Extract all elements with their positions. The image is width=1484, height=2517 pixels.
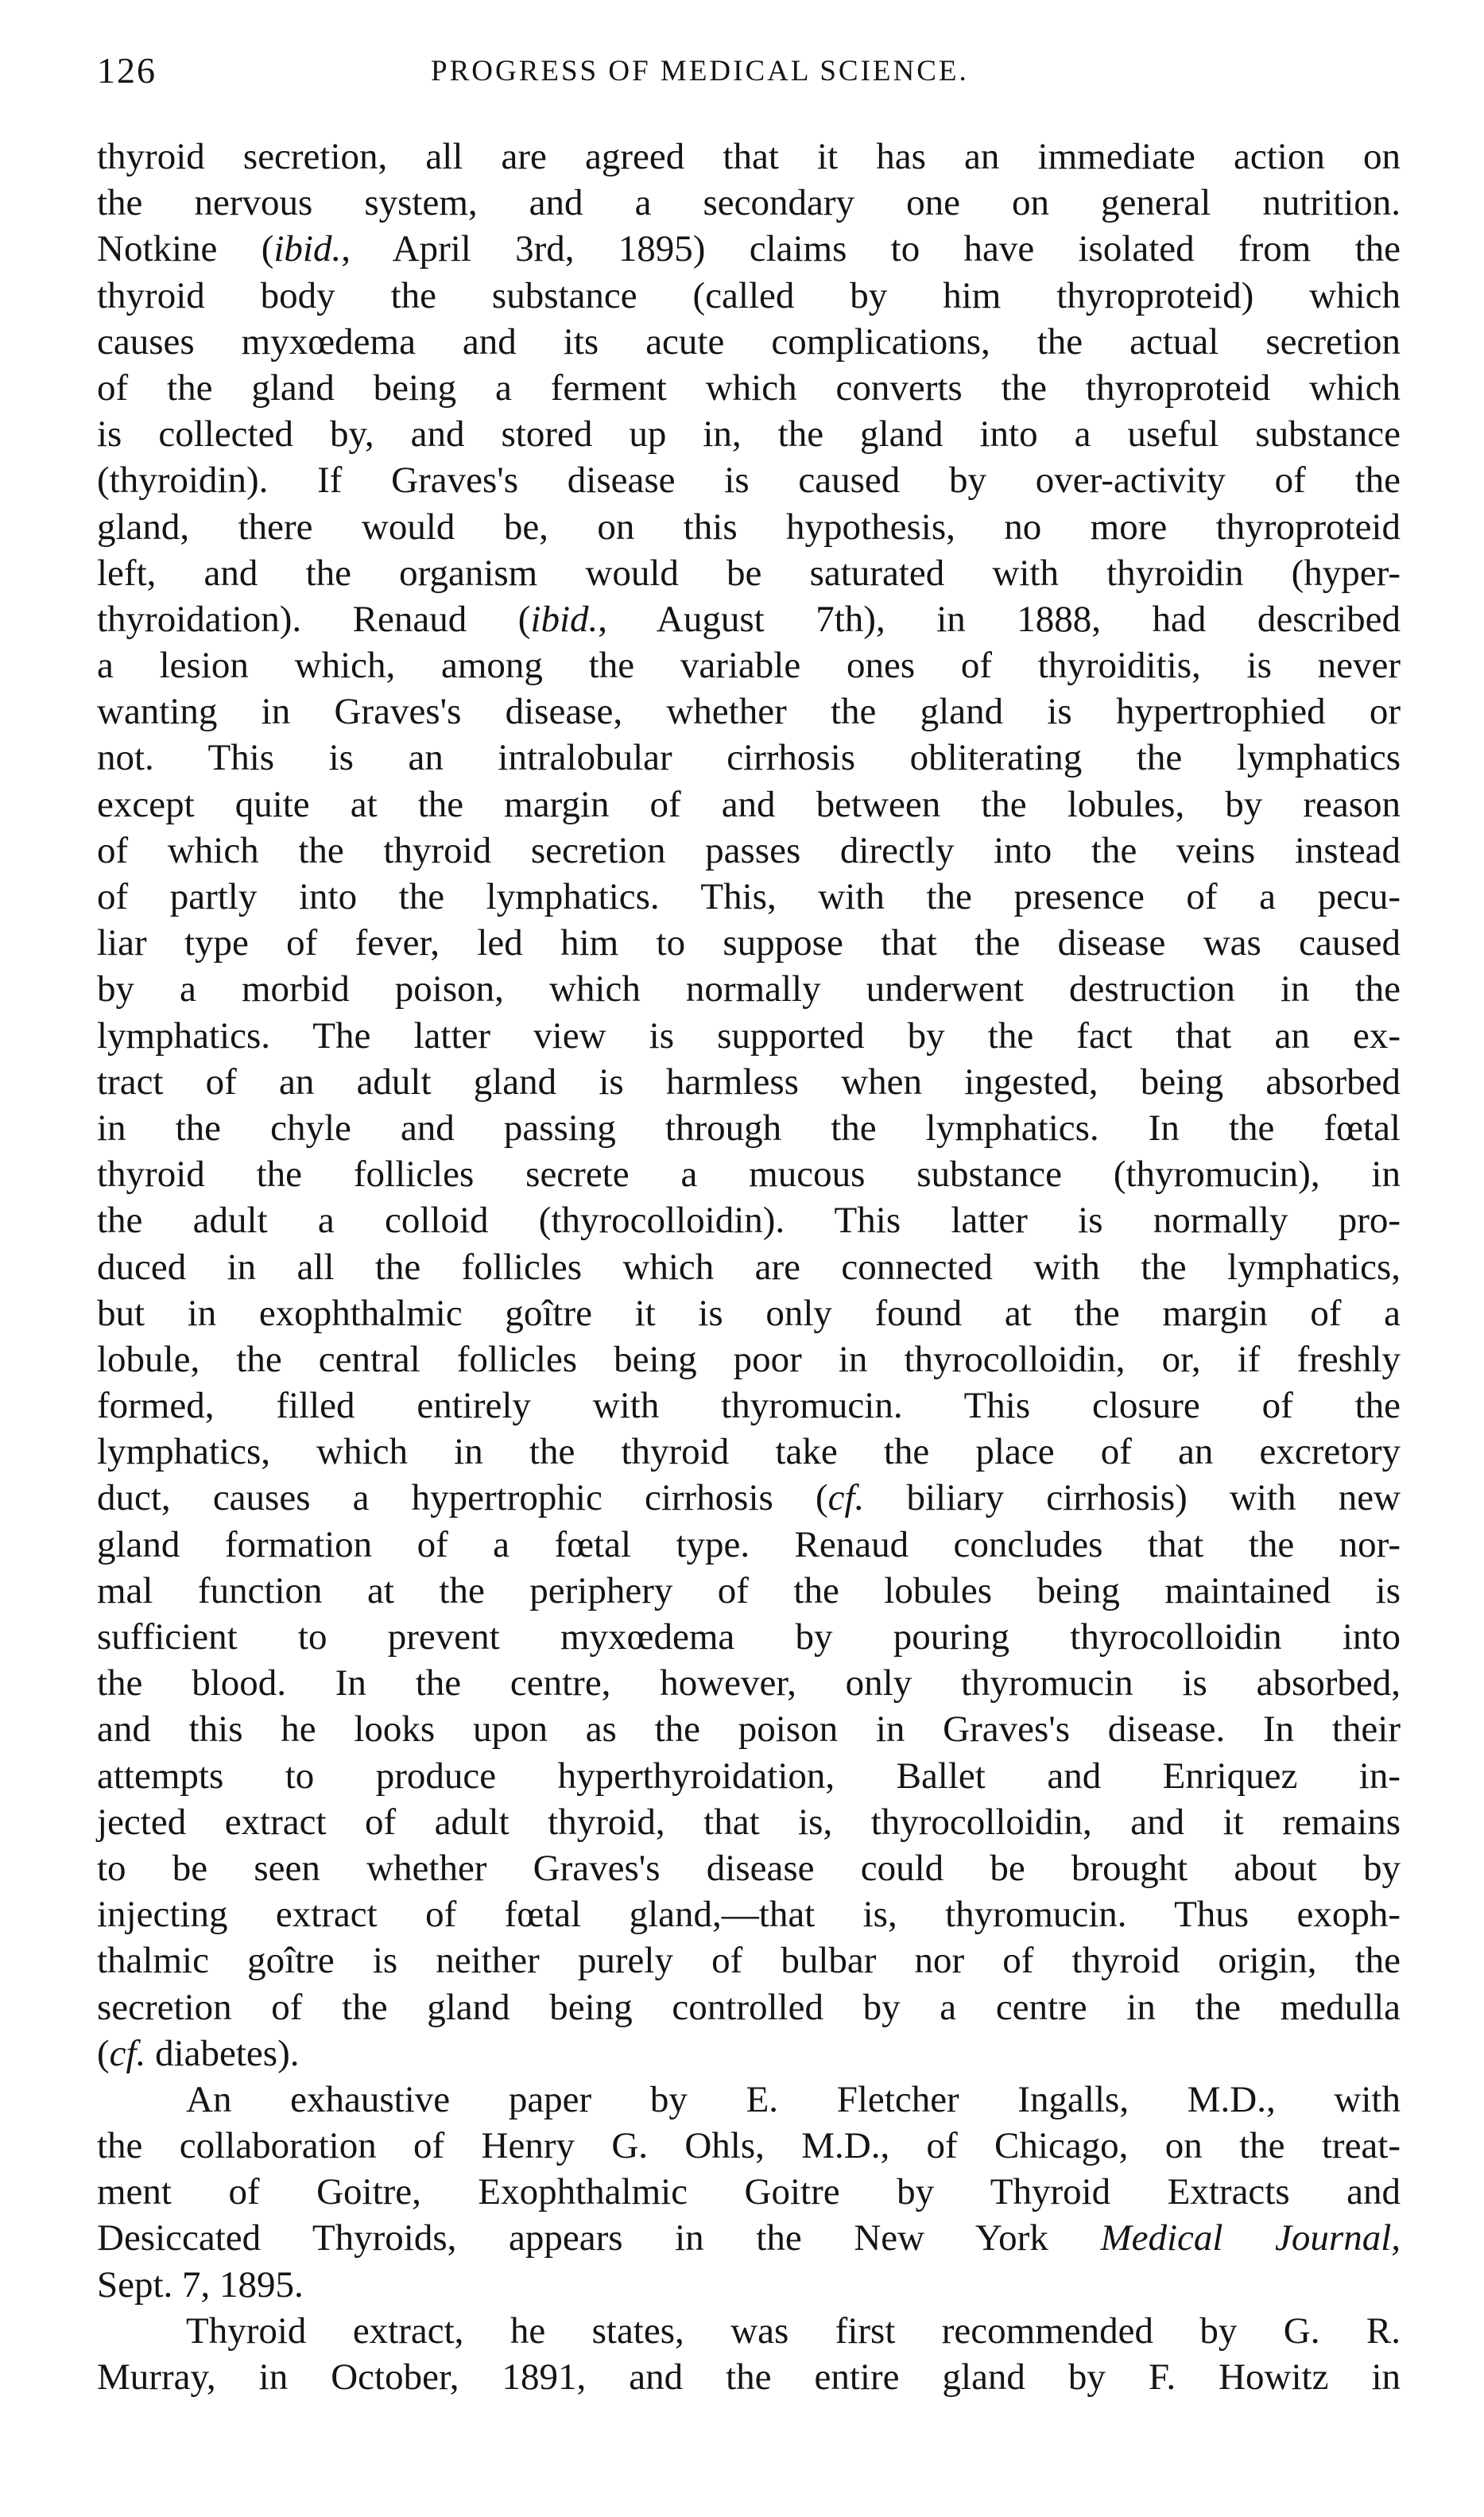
line-text: causes myxœdema and its acute complications, the actual secretion [97, 320, 1401, 363]
text-line [97, 1937, 1401, 1984]
text-line [97, 1059, 1401, 1105]
line-text: thyroidation). Renaud ( [97, 598, 531, 640]
text-line [97, 1244, 1401, 1290]
text-line [97, 828, 1401, 874]
line-text: duct, causes a hypertrophic cirrhosis ( [97, 1477, 828, 1519]
text-line [97, 1151, 1401, 1197]
text-line [97, 1614, 1401, 1660]
line-text: secretion of the gland being controlled by a centre in the medulla [97, 1986, 1401, 2028]
line-text: of partly into the lymphatics. This, with the presence of a pecu- [97, 876, 1401, 917]
line-text: the blood. In the centre, however, only thyromucin is absorbed, [97, 1662, 1401, 1705]
line-text: wanting in Graves's disease, whether the gland is hypertrophied or [97, 691, 1401, 733]
line-text: jected extract of adult thyroid, that is, thyrocolloidin, and it remains [97, 1801, 1401, 1843]
text-line [97, 1891, 1401, 1937]
line-text: lobule, the central follicles being poor in thyrocolloidin, or, if freshly [97, 1338, 1401, 1380]
line-text: liar type of fever, led him to suppose that the disease was caused [97, 922, 1401, 964]
text-line [97, 1984, 1401, 2030]
line-text: the nervous system, and a secondary one on general nutrition. [97, 182, 1401, 224]
text-line [97, 2262, 1401, 2308]
text-line [97, 550, 1401, 596]
text-line [97, 504, 1401, 550]
running-head: PROGRESS OF MEDICAL SCIENCE. [431, 55, 969, 87]
line-text: ment of Goitre, Exophthalmic Goitre by Thyroid Extracts and [97, 2171, 1401, 2213]
text-line [97, 1290, 1401, 1336]
text-line [97, 2215, 1401, 2261]
line-text: Notkine ( [97, 228, 274, 270]
text-line [97, 1013, 1401, 1059]
text-line [97, 2123, 1401, 2169]
line-text: mal function at the periphery of the lobules being maintained is [97, 1569, 1401, 1611]
text-line [97, 1197, 1401, 1243]
text-line [97, 874, 1401, 920]
line-text: Thyroid extract, he states, was first recommended by G. R. [186, 2310, 1401, 2352]
text-line [97, 2030, 1401, 2077]
line-text: An exhaustive paper by E. Fletcher Ingalls, M.D., with [186, 2078, 1401, 2120]
text-line [97, 642, 1401, 688]
text-line [97, 1753, 1401, 1799]
line-text: sufficient to prevent myxœdema by pouring thyrocolloidin into [97, 1616, 1401, 1658]
text-line [97, 1660, 1401, 1706]
line-text: but in exophthalmic goître it is only found at the margin of a [97, 1292, 1401, 1334]
italic-text: cf. [827, 1477, 865, 1519]
line-text: by a morbid poison, which normally underwent destruction in the [97, 968, 1401, 1010]
text-line [97, 1799, 1401, 1845]
line-text: biliary cirrhosis) with new [864, 1477, 1401, 1519]
text-line [97, 1475, 1401, 1521]
line-text: in the chyle and passing through the lymphatics. In the fœtal [97, 1107, 1401, 1149]
italic-text: ibid. [273, 228, 342, 270]
body-text [97, 134, 1401, 2400]
line-text: thyroid secretion, all are agreed that it has an immediate action on [97, 136, 1401, 177]
text-line [97, 2077, 1401, 2123]
text-line [97, 1522, 1401, 1568]
line-text: left, and the organism would be saturated with thyroidin (hyper- [97, 552, 1401, 594]
line-text: tract of an adult gland is harmless when ingested, being absorbed [97, 1061, 1401, 1103]
page-header [97, 49, 1401, 97]
page-number: 126 [97, 50, 157, 91]
line-text: , April 3rd, 1895) claims to have isolated from the [341, 228, 1401, 270]
line-text: thyroid the follicles secrete a mucous substance (thyromucin), in [97, 1154, 1401, 1196]
line-text: lymphatics, which in the thyroid take the place of an excretory [97, 1431, 1401, 1473]
line-text: attempts to produce hyperthyroidation, Ballet and Enriquez in- [97, 1755, 1401, 1797]
italic-text: ibid. [530, 598, 599, 640]
text-line [97, 596, 1401, 642]
text-line [97, 134, 1401, 180]
text-line [97, 365, 1401, 411]
line-text: the collaboration of Henry G. Ohls, M.D., of Chicago, on the treat- [97, 2125, 1401, 2167]
line-text: of which the thyroid secretion passes directly into the veins instead [97, 829, 1401, 871]
text-line [97, 781, 1401, 828]
text-line [97, 319, 1401, 365]
text-line [97, 1336, 1401, 1383]
line-text: lymphatics. The latter view is supported by the fact that an ex- [97, 1014, 1401, 1057]
line-text: injecting extract of fœtal gland,—that is, thyromucin. Thus exoph- [97, 1894, 1401, 1936]
text-line [97, 966, 1401, 1012]
line-text: Sept. 7, 1895. [97, 2263, 304, 2306]
text-line [97, 1845, 1401, 1891]
text-line [97, 735, 1401, 781]
line-text: not. This is an intralobular cirrhosis obliterating the lymphatics [97, 737, 1401, 779]
text-line [97, 180, 1401, 226]
text-line [97, 1429, 1401, 1475]
text-line [97, 920, 1401, 966]
line-text: ( [97, 2032, 110, 2074]
line-text: Desiccated Thyroids, appears in the New York [97, 2217, 1101, 2259]
text-line [97, 1105, 1401, 1151]
text-line [97, 411, 1401, 457]
line-text: a lesion which, among the variable ones of thyroiditis, is never [97, 645, 1401, 687]
line-text: gland formation of a fœtal type. Renaud concludes that the nor- [97, 1523, 1401, 1565]
line-text: thyroid body the substance (called by him thyroproteid) which [97, 274, 1401, 316]
line-text: the adult a colloid (thyrocolloidin). This latter is normally pro- [97, 1200, 1401, 1242]
text-line [97, 1383, 1401, 1429]
line-text: except quite at the margin of and between the lobules, by reason [97, 783, 1401, 825]
line-text: and this he looks upon as the poison in Graves's disease. In their [97, 1708, 1401, 1751]
text-line [97, 2308, 1401, 2354]
text-line [97, 273, 1401, 319]
line-text: Murray, in October, 1891, and the entire gland by F. Howitz in [97, 2356, 1401, 2398]
line-text: duced in all the follicles which are connected with the lymphatics, [97, 1246, 1401, 1288]
text-line [97, 457, 1401, 503]
line-text: (thyroidin). If Graves's disease is caused by over-activity of the [97, 460, 1401, 502]
text-line [97, 1568, 1401, 1614]
text-line [97, 2354, 1401, 2400]
italic-text: Medical Journal, [1100, 2217, 1401, 2259]
text-line [97, 226, 1401, 272]
text-line [97, 688, 1401, 735]
line-text: , August 7th), in 1888, had described [598, 598, 1401, 640]
line-text: gland, there would be, on this hypothesis, no more thyroproteid [97, 506, 1401, 548]
text-line [97, 1706, 1401, 1752]
line-text: formed, filled entirely with thyromucin. This closure of the [97, 1385, 1401, 1427]
line-text: thalmic goître is neither purely of bulbar nor of thyroid origin, the [97, 1940, 1401, 1982]
line-text: of the gland being a ferment which converts the thyroproteid which [97, 366, 1401, 409]
italic-text: cf. [109, 2032, 146, 2074]
line-text: diabetes). [145, 2032, 300, 2074]
line-text: to be seen whether Graves's disease could be brought about by [97, 1847, 1401, 1889]
line-text: is collected by, and stored up in, the gland into a useful substance [97, 413, 1401, 456]
text-line [97, 2169, 1401, 2215]
